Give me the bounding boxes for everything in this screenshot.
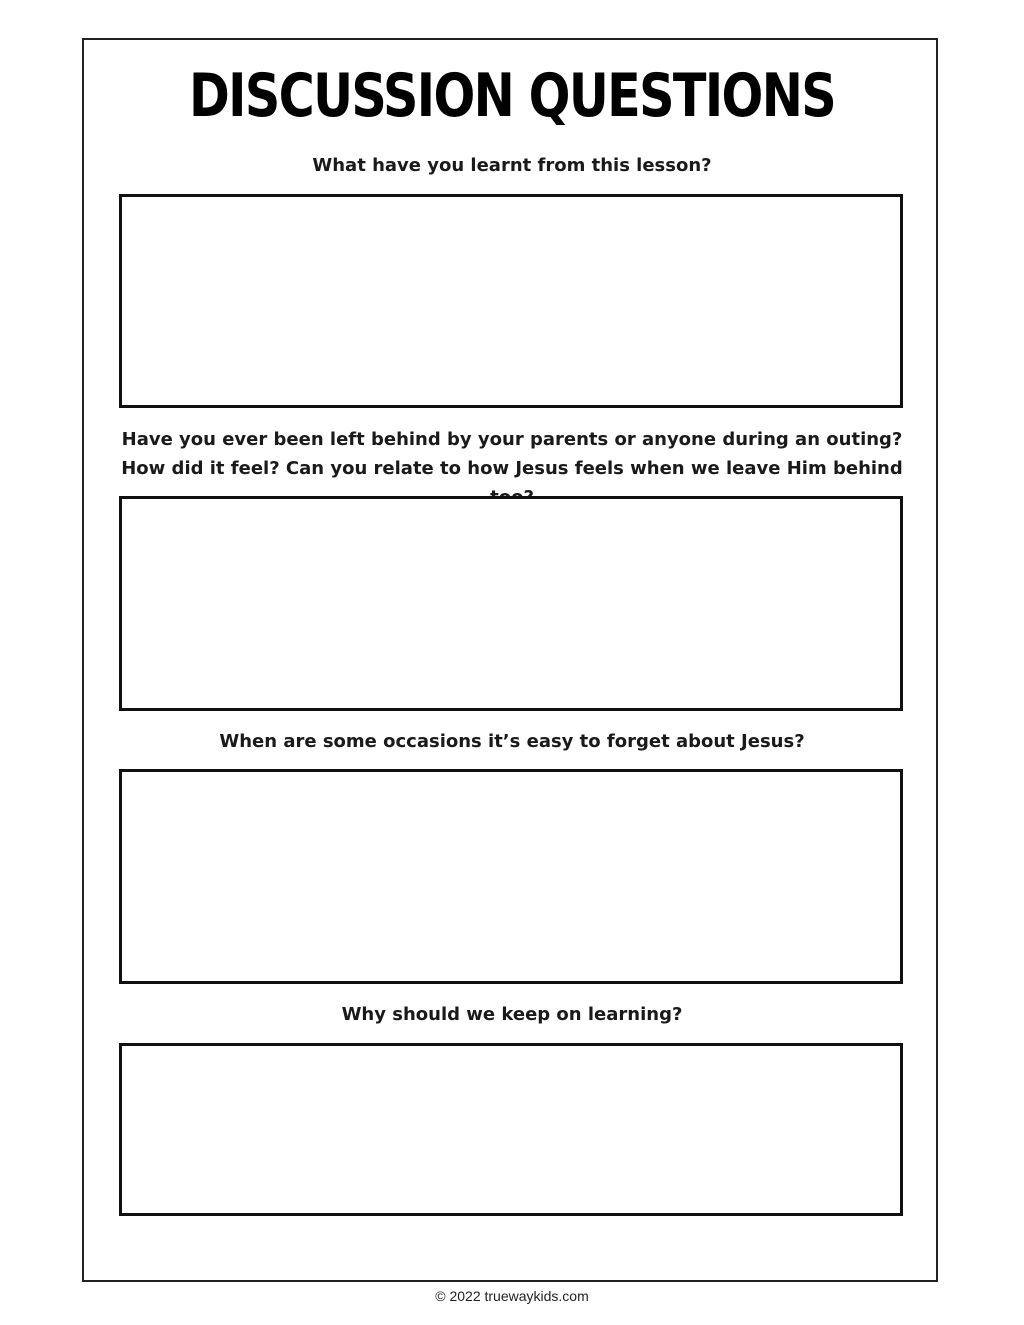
answer-box-2[interactable]	[119, 496, 903, 711]
answer-box-3[interactable]	[119, 769, 903, 984]
question-2-text: Have you ever been left behind by your parents or anyone during an outing? How did it feel? Can you relate to how Jesus feels when we leave Him behind	[121, 429, 903, 479]
question-3-text: When are some occasions it’s easy to forget about Jesus?	[219, 731, 805, 752]
answer-box-1[interactable]	[119, 194, 903, 408]
question-1-text: What have you learnt from this lesson?	[312, 155, 712, 176]
answer-box-4[interactable]	[119, 1043, 903, 1216]
question-4-text: Why should we keep on learning?	[341, 1004, 683, 1025]
copyright-footer: © 2022 truewaykids.com	[435, 1288, 589, 1304]
page-title: DISCUSSION QUESTIONS	[188, 61, 836, 131]
